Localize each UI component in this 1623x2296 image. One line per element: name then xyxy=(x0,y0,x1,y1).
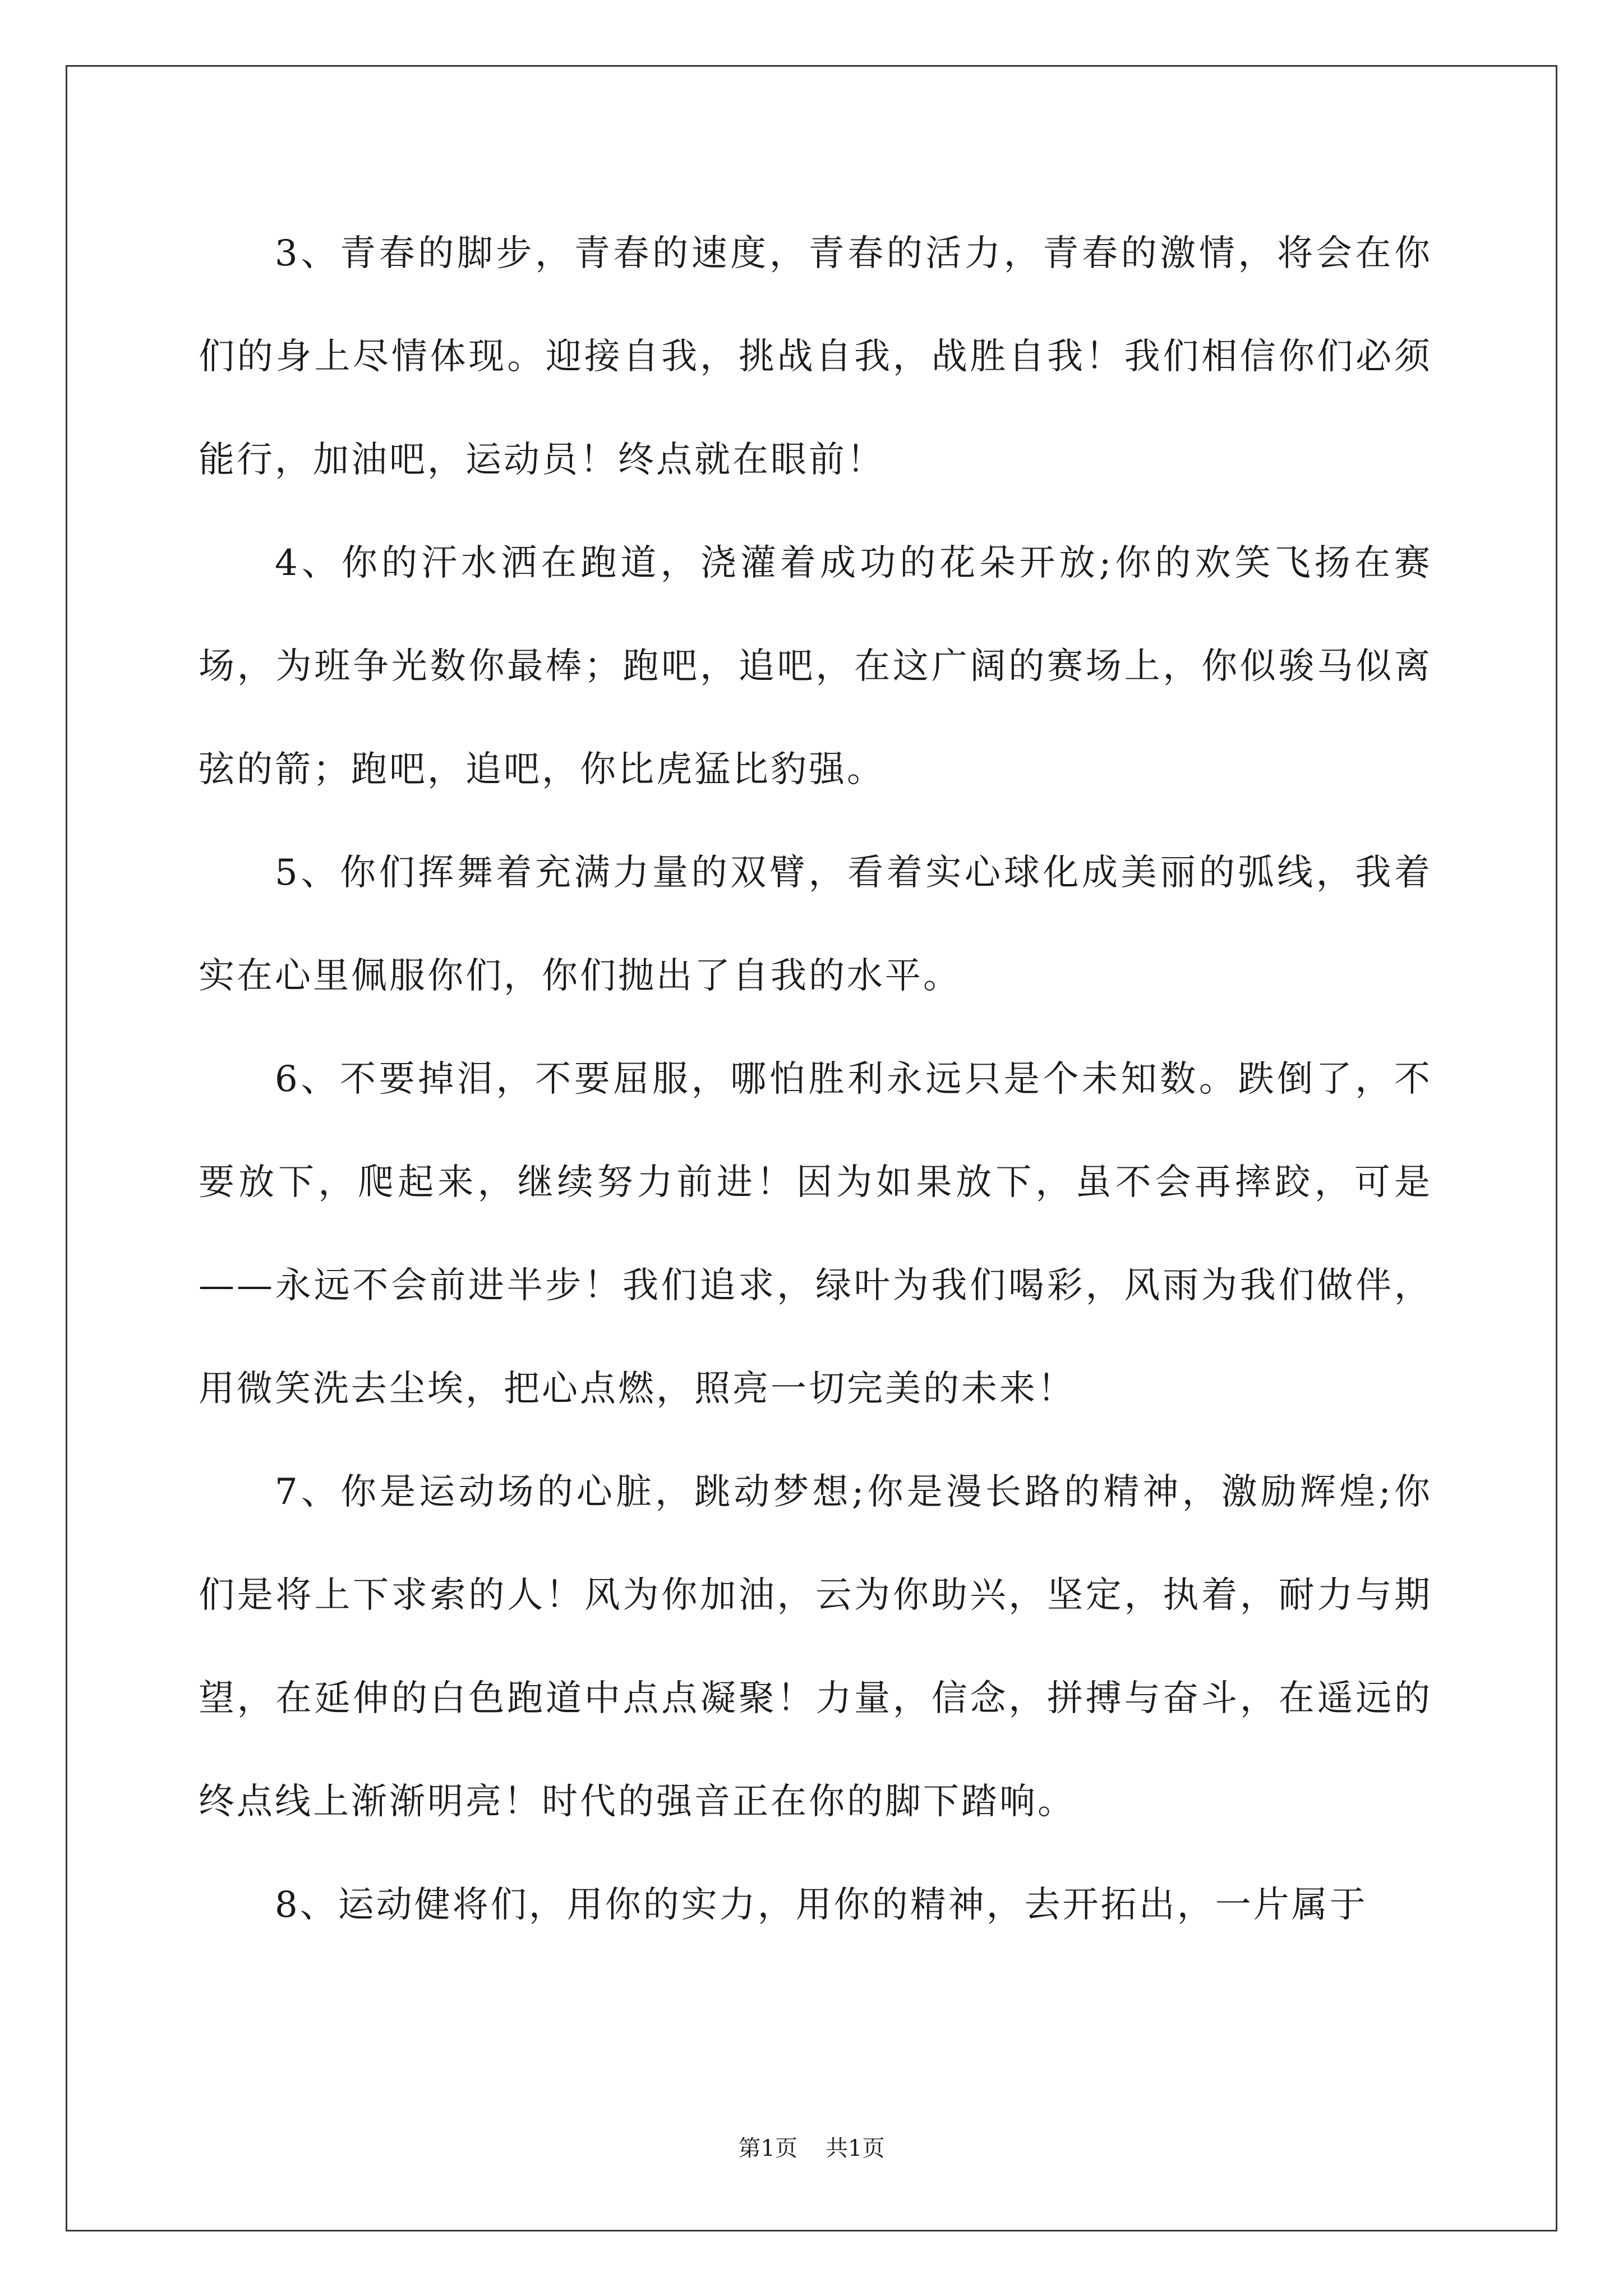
paragraph-8: 8、运动健将们，用你的实力，用你的精神，去开拓出，一片属于 xyxy=(275,1884,1368,1926)
paragraph-7: 7、你是运动场的心脏，跳动梦想;你是漫长路的精神，激励辉煌;你们是将上下求索的人！风为你加油，云为你助兴，坚定，执着，耐力与期望，在延伸的白色跑道中点点凝聚！力量，信念，拼搏与奋斗，在遥远的终点线上渐渐明亮！时代的强音正在你的脚下踏响。 xyxy=(199,1471,1432,1823)
page-number-total: 共1页 xyxy=(826,2136,885,2161)
page-number-current: 第1页 xyxy=(738,2136,797,2161)
paragraph-5: 5、你们挥舞着充满力量的双臂，看着实心球化成美丽的弧线，我着实在心里佩服你们，你们抛出了自我的水平。 xyxy=(199,852,1432,997)
document-body xyxy=(199,202,1432,1957)
paragraph-4: 4、你的汗水洒在跑道，浇灌着成功的花朵开放;你的欢笑飞扬在赛场，为班争光数你最棒；跑吧，追吧，在这广阔的赛场上，你似骏马似离弦的箭；跑吧，追吧，你比虎猛比豹强。 xyxy=(199,542,1432,790)
paragraph-6: 6、不要掉泪，不要屈服，哪怕胜利永远只是个未知数。跌倒了，不要放下，爬起来，继续努力前进！因为如果放下，虽不会再摔跤，可是——永远不会前进半步！我们追求，绿叶为我们喝彩，风雨为我们做伴，用微笑洗去尘埃，把心点燃，照亮一切完美的未来！ xyxy=(199,1059,1432,1410)
page-footer xyxy=(0,2134,1623,2162)
paragraph-3: 3、青春的脚步，青春的速度，青春的活力，青春的激情，将会在你们的身上尽情体现。迎接自我，挑战自我，战胜自我！我们相信你们必须能行，加油吧，运动员！终点就在眼前！ xyxy=(199,233,1432,481)
